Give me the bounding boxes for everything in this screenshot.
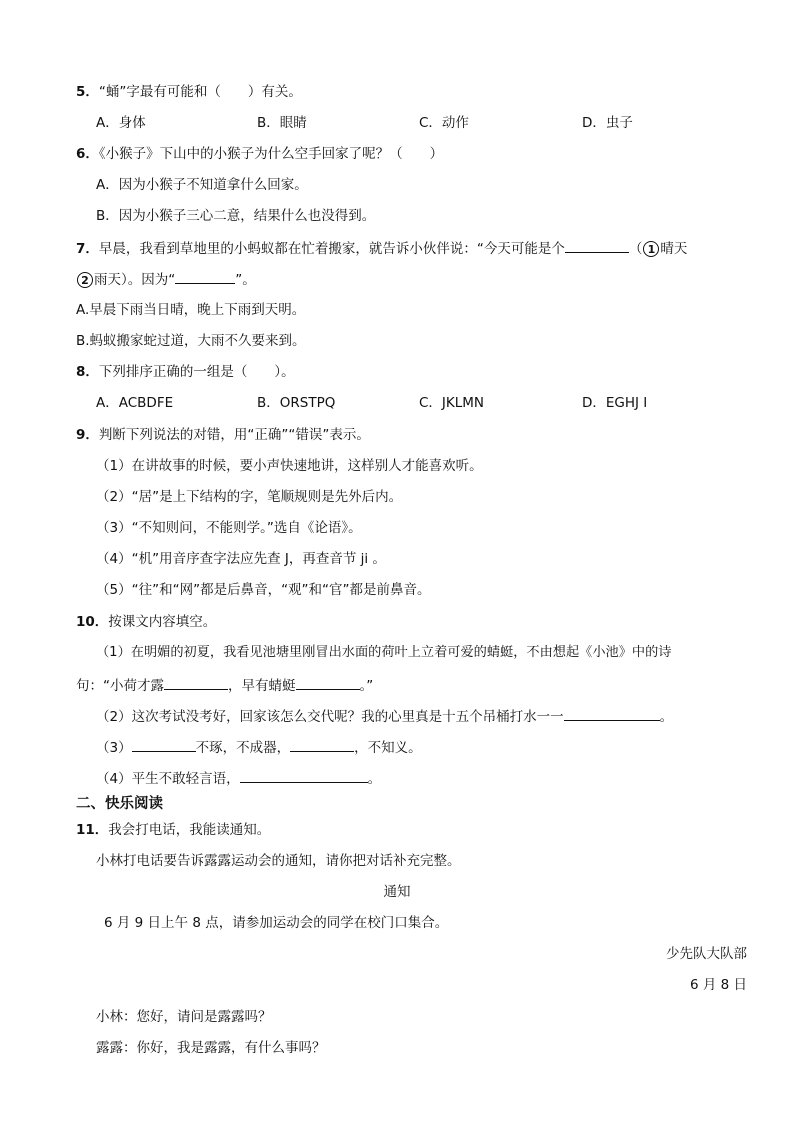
answer-blank[interactable] — [164, 675, 228, 690]
option-b: B．眼睛 — [257, 115, 307, 131]
option-d: D．EGHJ I — [582, 395, 648, 411]
question-7-cont — [76, 269, 256, 289]
choice-rainy: 雨天）。因为“ — [94, 272, 176, 288]
question-11 — [76, 821, 270, 839]
answer-blank[interactable] — [296, 675, 360, 690]
notice-body: 6 月 9 日上午 8 点，请参加运动会的同学在校门口集合。 — [104, 915, 449, 931]
option-b: B．因为小猴子三心二意，结果什么也没得到。 — [96, 208, 376, 224]
notice-title: 通知 — [383, 884, 411, 900]
fill-text: 。 — [659, 709, 674, 725]
question-8 — [76, 363, 295, 381]
intro-text: 小林打电话要告诉露露运动会的通知，请你把对话补充完整。 — [96, 853, 461, 869]
fill-item-2 — [96, 706, 673, 726]
statement-5: （5）“往”和“网”都是后鼻音，“观”和“官”都是前鼻音。 — [96, 582, 431, 598]
question-text: 我会打电话，我能读通知。 — [108, 822, 271, 838]
question-text: 早晨，我看到草地里的小蚂蚁都在忙着搬家，就告诉小伙伴说：“今天可能是个 — [98, 241, 565, 257]
question-text: 按课文内容填空。 — [108, 614, 217, 630]
paren: （ — [628, 241, 643, 257]
question-number: 8． — [76, 364, 99, 380]
fill-item-1: （1）在明媚的初夏，我看见池塘里刚冒出水面的荷叶上立着可爱的蜻蜓，不由想起《小池》中的诗 — [96, 645, 672, 660]
option-a: A．因为小猴子不知道拿什么回家。 — [96, 177, 308, 193]
fill-item-1-cont — [76, 675, 373, 695]
question-6 — [76, 145, 443, 163]
option-a: A．身体 — [96, 115, 146, 131]
question-text: 《小猴子》下山中的小猴子为什么空手回家了呢？（ ） — [98, 146, 444, 162]
statement-4: （4）“机”用音序查字法应先查 J，再查音节 ji 。 — [96, 551, 386, 567]
choice-sunny: 晴天 — [660, 241, 688, 257]
question-text-end: ”。 — [235, 272, 256, 288]
question-9 — [76, 426, 370, 444]
answer-blank[interactable] — [240, 768, 368, 783]
fill-text: ，不知义。 — [354, 740, 422, 756]
notice-date: 6 月 8 日 — [689, 977, 747, 993]
question-number: 9． — [76, 427, 99, 443]
answer-blank[interactable] — [564, 706, 660, 721]
question-10 — [76, 613, 216, 631]
option-c: C．JKLMN — [419, 395, 485, 411]
fill-text: 句：“小荷才露 — [76, 678, 164, 694]
fill-text: 。 — [367, 771, 382, 787]
circled-number-1: 1 — [643, 241, 659, 257]
option-d: D．虫子 — [582, 115, 633, 131]
question-number: 10． — [76, 614, 109, 630]
question-text: “蛹”字最有可能和（ ）有关。 — [98, 84, 302, 100]
circled-number-2: 2 — [77, 272, 93, 288]
dialog-line-2: 露露：你好，我是露露，有什么事吗？ — [96, 1040, 326, 1056]
notice-signature: 少先队大队部 — [666, 946, 747, 962]
option-c: C．动作 — [419, 115, 469, 131]
question-text: 判断下列说法的对错，用“正确”“错误”表示。 — [98, 427, 370, 443]
dialog-line-1: 小林：您好，请问是露露吗？ — [96, 1009, 272, 1025]
fill-text: （4）平生不敢轻言语， — [96, 771, 240, 787]
answer-blank[interactable] — [565, 238, 629, 253]
option-a: A.早晨下雨当日晴，晚上下雨到天明。 — [76, 302, 306, 318]
answer-blank[interactable] — [175, 269, 235, 284]
fill-text: 不琢，不成器， — [195, 740, 291, 756]
fill-text: 。” — [359, 678, 374, 694]
fill-text: （3） — [96, 740, 132, 756]
fill-text: ，早有蜻蜓 — [228, 678, 296, 694]
statement-1: （1）在讲故事的时候，要小声快速地讲，这样别人才能喜欢听。 — [96, 458, 483, 474]
question-7 — [76, 238, 687, 258]
answer-blank[interactable] — [290, 737, 354, 752]
option-a: A．ACBDFE — [96, 395, 174, 411]
answer-blank[interactable] — [132, 737, 196, 752]
statement-2: （2）“居”是上下结构的字，笔顺规则是先外后内。 — [96, 489, 403, 505]
question-number: 6． — [76, 146, 99, 162]
question-number: 5． — [76, 84, 99, 100]
question-number: 7． — [76, 241, 99, 257]
option-b: B．ORSTPQ — [257, 395, 336, 411]
section-heading: 二、快乐阅读 — [76, 796, 163, 812]
fill-item-4 — [96, 768, 381, 788]
question-5 — [76, 83, 302, 101]
question-text: 下列排序正确的一组是（ ）。 — [98, 364, 295, 380]
question-number: 11． — [76, 822, 109, 838]
fill-item-3 — [96, 737, 422, 757]
fill-text: （2）这次考试没考好，回家该怎么交代呢？我的心里真是十五个吊桶打水一一 — [96, 709, 564, 725]
option-b: B.蚂蚁搬家蛇过道，大雨不久要来到。 — [76, 333, 306, 349]
statement-3: （3）“不知则问，不能则学。”选自《论语》。 — [96, 520, 362, 536]
